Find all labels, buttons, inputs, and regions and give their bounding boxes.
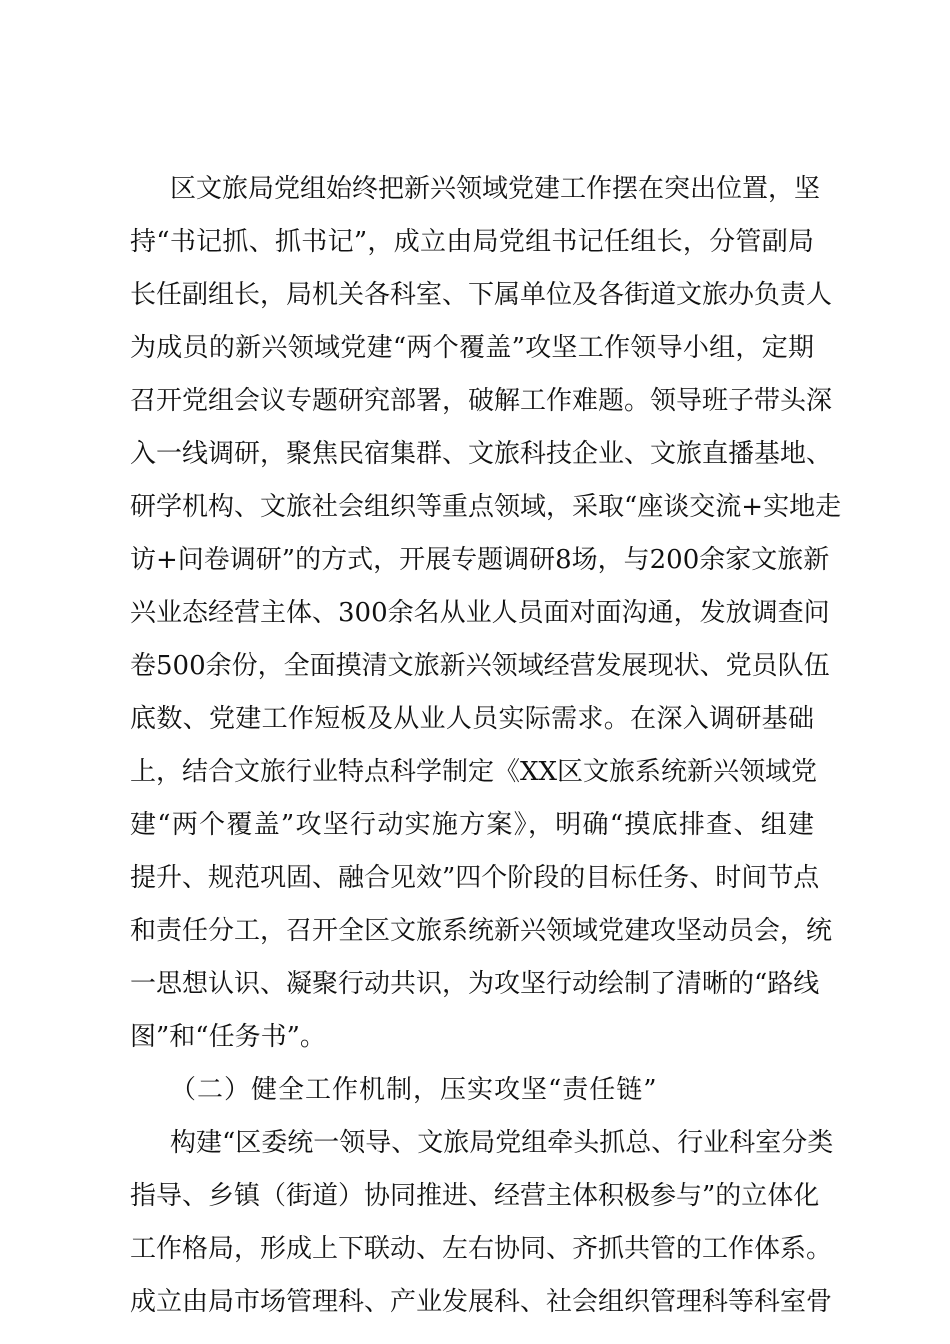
paragraph-line: 持“书记抓、抓书记”，成立由局党组书记任组长，分管副局 <box>130 227 814 257</box>
paragraph-line: 指导、乡镇（街道）协同推进、经营主体积极参与”的立体化 <box>130 1181 820 1211</box>
paragraph-line: 访+问卷调研”的方式，开展专题调研8场，与200余家文旅新 <box>130 545 830 575</box>
paragraph-line: 召开党组会议专题研究部署，破解工作难题。领导班子带头深 <box>130 386 833 416</box>
paragraph-line: 构建“区委统一领导、文旅局党组牵头抓总、行业科室分类 <box>170 1128 834 1158</box>
paragraph-line: 入一线调研，聚焦民宿集群、文旅科技企业、文旅直播基地、 <box>130 439 833 469</box>
paragraph-line: 区文旅局党组始终把新兴领域党建工作摆在突出位置，坚 <box>170 174 821 204</box>
paragraph-line: 一思想认识、凝聚行动共识，为攻坚行动绘制了清晰的“路线 <box>130 969 820 999</box>
paragraph-line: 底数、党建工作短板及从业人员实际需求。在深入调研基础 <box>130 704 814 734</box>
paragraph-line: 卷500余份，全面摸清文旅新兴领域经营发展现状、党员队伍 <box>130 651 830 681</box>
paragraph-line: 提升、规范巩固、融合见效”四个阶段的目标任务、时间节点 <box>130 863 820 893</box>
section-heading: （二）健全工作机制，压实攻坚“责任链” <box>170 1075 658 1105</box>
paragraph-line: 和责任分工，召开全区文旅系统新兴领域党建攻坚动员会，统 <box>130 916 833 946</box>
paragraph-line: 为成员的新兴领域党建“两个覆盖”攻坚工作领导小组，定期 <box>130 333 814 363</box>
paragraph-line: 兴业态经营主体、300余名从业人员面对面沟通，发放调查问 <box>130 598 830 628</box>
paragraph-line: 长任副组长，局机关各科室、下属单位及各街道文旅办负责人 <box>130 280 833 310</box>
paragraph-line: 研学机构、文旅社会组织等重点领域，采取“座谈交流+实地走 <box>130 492 842 522</box>
paragraph-line: 建“两个覆盖”攻坚行动实施方案》，明确“摸底排查、组建 <box>130 810 814 840</box>
paragraph-line: 上，结合文旅行业特点科学制定《XX区文旅系统新兴领域党 <box>130 757 818 787</box>
paragraph-line: 图”和“任务书”。 <box>130 1022 326 1052</box>
paragraph-line: 成立由局市场管理科、产业发展科、社会组织管理科等科室骨 <box>130 1287 833 1317</box>
paragraph-line: 工作格局，形成上下联动、左右协同、齐抓共管的工作体系。 <box>130 1234 833 1264</box>
